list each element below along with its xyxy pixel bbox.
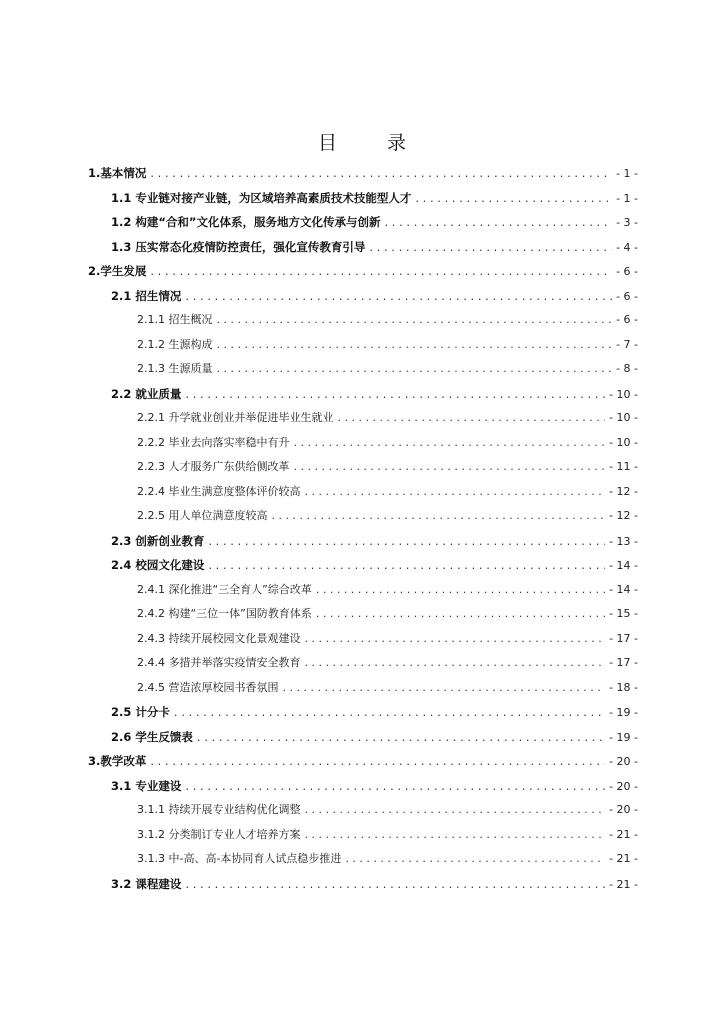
toc-leader-dots (185, 875, 605, 893)
toc-entry-page: - 14 - (609, 582, 638, 596)
toc-leader-dots (197, 728, 605, 746)
toc-entry[interactable] (137, 336, 638, 354)
toc-entry-label: 3.1.1 持续开展专业结构优化调整 (137, 803, 301, 816)
toc-entry-page: - 21 - (609, 827, 638, 841)
toc-entry[interactable] (137, 409, 638, 427)
toc-entry-label: 2.2.2 毕业去向落实率稳中有升 (137, 435, 290, 449)
toc-entry-label: 2.2.1 升学就业创业并举促进毕业生就业 (137, 411, 334, 424)
toc-entry[interactable] (137, 434, 638, 452)
toc-leader-dots (305, 483, 606, 501)
toc-entry-page: - 14 - (609, 559, 638, 572)
toc-entry-label: 2.4.2 构建“三位一体”国防教育体系 (137, 607, 312, 620)
toc-entry[interactable] (137, 507, 638, 525)
toc-entry[interactable] (111, 532, 638, 550)
toc-entry-label: 2.1.2 生源构成 (137, 337, 213, 351)
toc-entry[interactable] (111, 238, 638, 256)
toc-entry-page: - 15 - (609, 607, 638, 620)
toc-leader-dots (316, 605, 605, 623)
toc-leader-dots (337, 409, 605, 427)
toc-entry-label: 2.2.3 人才服务广东供给侧改革 (137, 460, 290, 473)
toc-entry-page: - 13 - (609, 534, 638, 548)
toc-title: 目 录 (317, 132, 429, 154)
toc-entry[interactable] (137, 826, 638, 844)
toc-entry-label: 2.4.3 持续开展校园文化景观建设 (137, 631, 301, 645)
toc-entry-label: 2.2.5 用人单位满意度较高 (137, 509, 268, 522)
toc-leader-dots (294, 434, 606, 452)
toc-entry[interactable] (111, 213, 638, 231)
toc-entry-page: - 17 - (609, 656, 638, 669)
toc-entry-label: 3.1 专业建设 (111, 778, 182, 793)
toc-leader-dots (185, 287, 612, 305)
toc-entry[interactable] (137, 801, 638, 819)
toc-entry[interactable] (137, 483, 638, 501)
toc-leader-dots (272, 507, 606, 525)
toc-leader-dots (217, 311, 613, 329)
toc-entry-label: 1.2 构建“合和”文化体系，服务地方文化传承与创新 (111, 215, 381, 229)
toc-entry[interactable] (88, 752, 638, 770)
toc-entry-page: - 11 - (609, 460, 638, 473)
toc-entry-label: 3.2 课程建设 (111, 876, 182, 891)
toc-entry[interactable] (137, 605, 638, 623)
toc-entry-label: 2.4.5 营造浓厚校园书香氛围 (137, 680, 279, 694)
toc-entry-page: - 3 - (616, 216, 638, 229)
toc-entry[interactable] (137, 679, 638, 697)
toc-leader-dots (174, 703, 605, 721)
toc-entry[interactable] (111, 385, 638, 403)
toc-entry-label: 2.2.4 毕业生满意度整体评价较高 (137, 484, 301, 498)
toc-entry-page: - 20 - (609, 755, 638, 768)
toc-entry[interactable] (111, 287, 638, 305)
toc-leader-dots (305, 801, 606, 819)
toc-entry-page: - 17 - (609, 631, 638, 645)
toc-leader-dots (305, 630, 606, 648)
toc-entry-label: 2.学生发展 (88, 264, 147, 278)
toc-entry-label: 2.6 学生反馈表 (111, 729, 193, 744)
toc-entry[interactable] (111, 777, 638, 795)
toc-entry-page: - 19 - (609, 730, 638, 744)
toc-entry-label: 1.3 压实常态化疫情防控责任，强化宣传教育引导 (111, 239, 366, 254)
toc-entry-page: - 10 - (609, 411, 638, 424)
toc-entry-label: 2.3 创新创业教育 (111, 533, 205, 548)
toc-entry-page: - 10 - (609, 387, 638, 401)
toc-entry-page: - 6 - (616, 313, 638, 326)
toc-entry-label: 2.5 计分卡 (111, 705, 170, 719)
toc-entry-page: - 1 - (616, 191, 638, 205)
toc-entry-page: - 21 - (609, 877, 638, 891)
toc-entry-label: 3.1.2 分类制订专业人才培养方案 (137, 827, 301, 841)
toc-entry-label: 2.1.1 招生概况 (137, 313, 213, 326)
toc-leader-dots (369, 238, 612, 256)
toc-entry-label: 3.1.3 中-高、高-本协同育人试点稳步推进 (137, 852, 342, 865)
toc-entry[interactable] (137, 311, 638, 329)
toc-entry-label: 2.4.1 深化推进“三全育人”综合改革 (137, 582, 312, 596)
toc-entry-label: 2.4.4 多措并举落实疫情安全教育 (137, 656, 301, 669)
toc-leader-dots (185, 385, 605, 403)
toc-leader-dots (316, 581, 605, 599)
toc-entry[interactable] (111, 875, 638, 893)
toc-leader-dots (217, 360, 613, 378)
toc-leader-dots (294, 458, 606, 476)
toc-entry[interactable] (88, 164, 638, 182)
toc-leader-dots (415, 189, 612, 207)
toc-leader-dots (208, 532, 605, 550)
toc-entry[interactable] (137, 630, 638, 648)
toc-entry[interactable] (111, 703, 638, 721)
toc-entry-page: - 4 - (616, 240, 638, 254)
toc-entry-page: - 7 - (616, 337, 638, 351)
toc-entry-label: 2.2 就业质量 (111, 386, 182, 401)
toc-entry-page: - 10 - (609, 435, 638, 449)
toc-entry[interactable] (111, 189, 638, 207)
toc-entry-label: 3.教学改革 (88, 754, 147, 768)
toc-entry[interactable] (111, 728, 638, 746)
toc-entry-label: 1.1 专业链对接产业链，为区域培养高素质技术技能型人才 (111, 190, 412, 205)
toc-leader-dots (208, 556, 605, 574)
toc-entry-page: - 8 - (616, 362, 638, 375)
toc-leader-dots (150, 164, 612, 182)
toc-entry-page: - 21 - (609, 852, 638, 865)
toc-entry[interactable] (137, 458, 638, 476)
toc-leader-dots (385, 213, 613, 231)
toc-entry-label: 2.1.3 生源质量 (137, 362, 213, 375)
toc-entry-page: - 6 - (616, 265, 638, 278)
toc-entry-page: - 19 - (609, 706, 638, 719)
toc-entry-page: - 20 - (609, 779, 638, 793)
toc-entry[interactable] (137, 360, 638, 378)
toc-leader-dots (150, 752, 605, 770)
toc-entry-page: - 20 - (609, 803, 638, 816)
toc-entry-page: - 12 - (609, 509, 638, 522)
toc-entry-label: 2.1 招生情况 (111, 288, 182, 303)
toc-leader-dots (150, 262, 612, 280)
toc-leader-dots (217, 336, 613, 354)
toc-entry[interactable] (88, 262, 638, 280)
toc-leader-dots (283, 679, 606, 697)
toc-entry-page: - 12 - (609, 484, 638, 498)
toc-entry-page: - 1 - (616, 167, 638, 180)
toc-entry-page: - 18 - (609, 680, 638, 694)
toc-entry[interactable] (111, 556, 638, 574)
toc-entry[interactable] (137, 581, 638, 599)
toc-entry-page: - 6 - (616, 289, 638, 303)
toc-entry-label: 1.基本情况 (88, 166, 147, 180)
toc-leader-dots (305, 826, 606, 844)
toc-leader-dots (185, 777, 605, 795)
toc-leader-dots (345, 850, 605, 868)
toc-entry[interactable] (137, 850, 638, 868)
toc-entry[interactable] (137, 654, 638, 672)
toc-leader-dots (305, 654, 606, 672)
toc-entry-label: 2.4 校园文化建设 (111, 558, 205, 572)
